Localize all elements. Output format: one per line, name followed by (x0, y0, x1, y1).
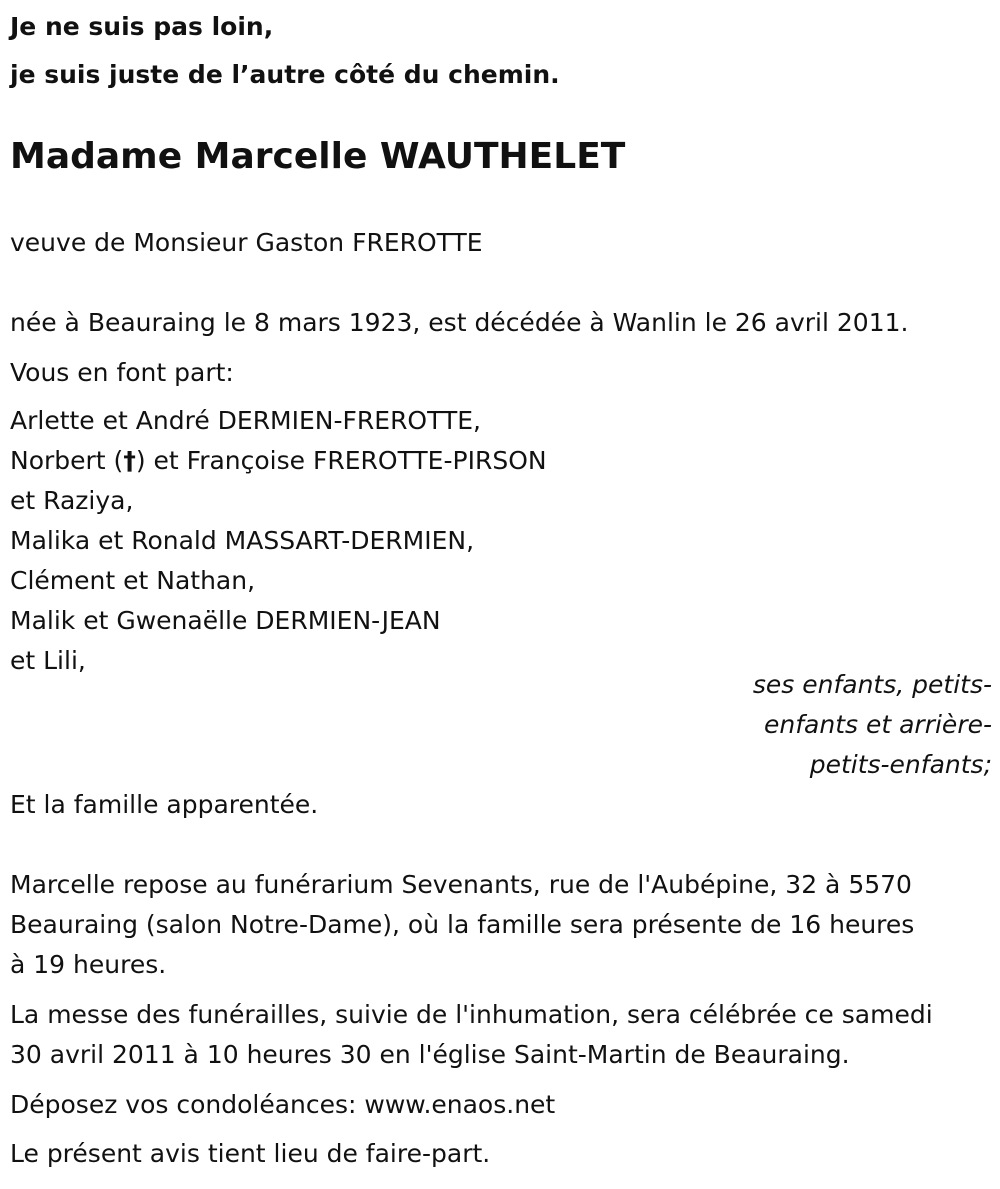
relation-line-1: ses enfants, petits- (752, 670, 992, 699)
mass-line-2: 30 avril 2011 à 10 heures 30 en l'église Saint-Martin de Beauraing. (10, 1040, 850, 1069)
cross-icon: † (123, 446, 136, 475)
family-line-6: Malik et Gwenaëlle DERMIEN-JEAN (10, 606, 441, 635)
family-line-2-start: Norbert ( (10, 446, 124, 475)
epigraph-line-2: je suis juste de l’autre côté du chemin. (10, 60, 560, 89)
family-line-4: Malika et Ronald MASSART-DERMIEN, (10, 526, 475, 555)
mass-line-1: La messe des funérailles, suivie de l'inhumation, sera célébrée ce samedi (10, 1000, 933, 1029)
repose-line-2: Beauraing (salon Notre-Dame), où la famille sera présente de 16 heures (10, 910, 915, 939)
relation-line-2: enfants et arrière- (764, 710, 992, 739)
repose-line-1: Marcelle repose au funérarium Sevenants, rue de l'Aubépine, 32 à 5570 (10, 870, 912, 899)
family-line-2 (10, 446, 547, 476)
deceased-name-heading: Madame Marcelle WAUTHELET (10, 136, 626, 177)
closing-line: Le présent avis tient lieu de faire-part. (10, 1139, 491, 1168)
birth-death-line: née à Beauraing le 8 mars 1923, est décédée à Wanlin le 26 avril 2011. (10, 308, 909, 337)
widow-line: veuve de Monsieur Gaston FREROTTE (10, 228, 483, 257)
condolences-line: Déposez vos condoléances: www.enaos.net (10, 1090, 556, 1119)
family-line-5: Clément et Nathan, (10, 566, 256, 595)
family-line-1: Arlette et André DERMIEN-FREROTTE, (10, 406, 481, 435)
family-line-7: et Lili, (10, 646, 86, 675)
epigraph-line-1: Je ne suis pas loin, (10, 12, 274, 41)
family-line-3: et Raziya, (10, 486, 134, 515)
extended-family-line: Et la famille apparentée. (10, 790, 319, 819)
relation-line-3: petits-enfants; (809, 750, 992, 779)
announcement-intro: Vous en font part: (10, 358, 234, 387)
repose-line-3: à 19 heures. (10, 950, 167, 979)
family-line-2-end: ) et Françoise FREROTTE-PIRSON (135, 446, 547, 475)
